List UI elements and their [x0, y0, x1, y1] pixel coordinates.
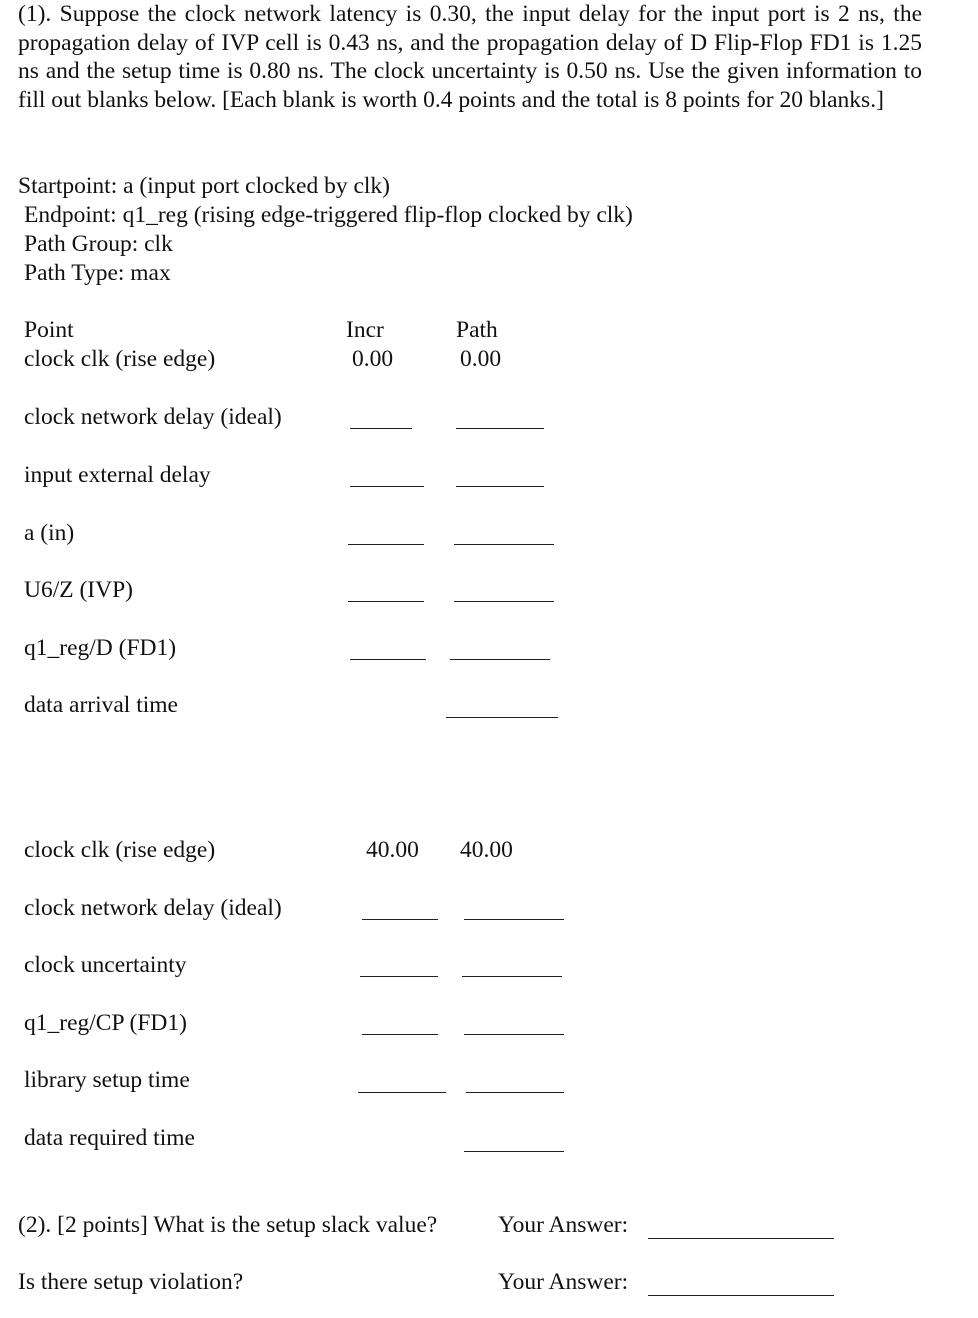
answer-blank-incr[interactable] [350, 428, 412, 429]
required-row-point: clock clk (rise edge) [24, 837, 216, 863]
arrival-row-point: clock clk (rise edge) [24, 346, 216, 372]
path-type-line: Path Type: max [24, 260, 171, 286]
answer-blank-path[interactable] [462, 976, 562, 977]
required-row-point: q1_reg/CP (FD1) [24, 1010, 187, 1036]
required-row-point: clock uncertainty [24, 952, 187, 978]
arrival-row-path: 0.00 [460, 346, 502, 372]
required-row-point: data required time [24, 1125, 195, 1151]
arrival-row-point: input external delay [24, 462, 211, 488]
answer-blank-incr[interactable] [348, 544, 424, 545]
answer-blank-path[interactable] [454, 601, 554, 602]
required-row-incr: 40.00 [366, 837, 419, 863]
column-header-point: Point [24, 317, 74, 343]
answer-blank-incr[interactable] [348, 601, 424, 602]
arrival-row-point: q1_reg/D (FD1) [24, 635, 177, 661]
answer-blank-path[interactable] [464, 1034, 564, 1035]
column-header-path: Path [456, 317, 498, 343]
answer-blank-incr[interactable] [360, 976, 438, 977]
slack-answer-blank[interactable] [648, 1238, 834, 1239]
answer-label: Your Answer: [498, 1212, 629, 1238]
endpoint-line: Endpoint: q1_reg (rising edge-triggered flip-flop clocked by clk) [24, 202, 633, 228]
required-row-point: library setup time [24, 1067, 190, 1093]
answer-blank-path[interactable] [456, 428, 544, 429]
answer-blank-incr[interactable] [358, 1092, 446, 1093]
path-group-line: Path Group: clk [24, 231, 173, 257]
violation-answer-blank[interactable] [648, 1295, 834, 1296]
answer-blank-path[interactable] [466, 1092, 564, 1093]
arrival-row-point: data arrival time [24, 692, 178, 718]
answer-blank-path[interactable] [450, 659, 550, 660]
answer-blank-path[interactable] [454, 544, 554, 545]
column-header-incr: Incr [346, 317, 384, 343]
answer-blank-incr[interactable] [362, 919, 438, 920]
answer-blank-incr[interactable] [362, 1034, 438, 1035]
answer-blank-incr[interactable] [350, 486, 424, 487]
arrival-row-point: a (in) [24, 520, 75, 546]
required-row-point: clock network delay (ideal) [24, 895, 282, 921]
answer-blank-path[interactable] [446, 717, 558, 718]
question-1-text: (1). Suppose the clock network latency is 0.30, the input delay for the input port is 2 ns, the propagation delay of IVP cell is 0.43 ns, and the propagation delay of D Flip-Flop FD1 is 1.25 ns and the setup time is 0.80 ns. The clock uncertainty is 0.50 ns. Use the given information to fill out blanks below. [Each blank is worth 0.4 points and the total is 8 points for 20 blanks.] [18, 1, 922, 114]
answer-blank-path[interactable] [456, 486, 544, 487]
arrival-row-point: clock network delay (ideal) [24, 404, 282, 430]
answer-blank-path[interactable] [464, 919, 564, 920]
arrival-row-point: U6/Z (IVP) [24, 577, 133, 603]
startpoint-line: Startpoint: a (input port clocked by clk) [18, 173, 390, 199]
violation-question: Is there setup violation? [18, 1269, 244, 1295]
answer-label: Your Answer: [498, 1269, 629, 1295]
answer-blank-path[interactable] [464, 1151, 564, 1152]
slack-question: (2). [2 points] What is the setup slack value? [18, 1212, 438, 1238]
required-row-path: 40.00 [460, 837, 513, 863]
answer-blank-incr[interactable] [350, 659, 426, 660]
arrival-row-incr: 0.00 [352, 346, 394, 372]
